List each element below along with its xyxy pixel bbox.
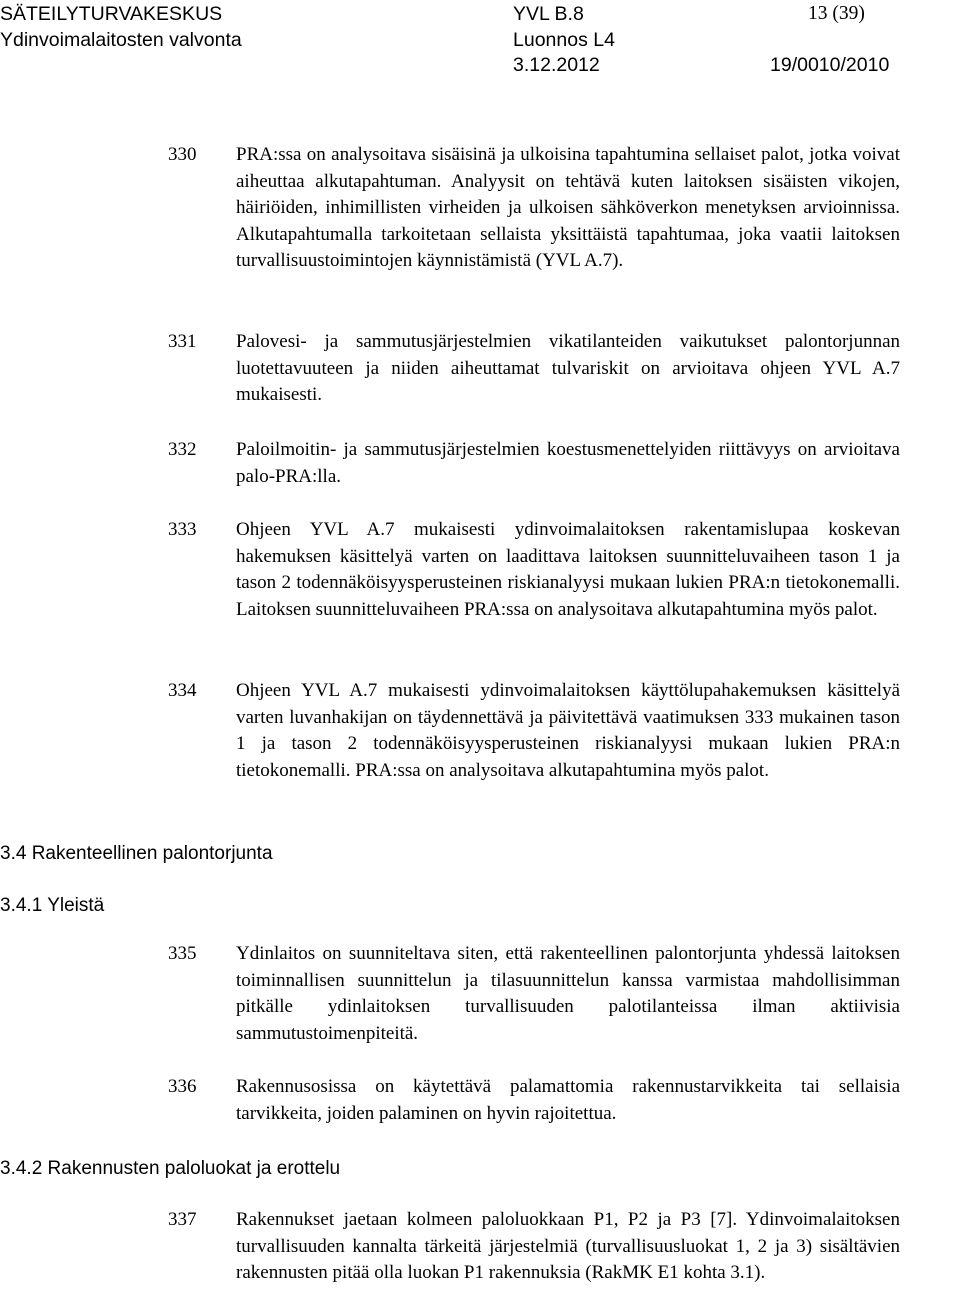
header-subtitle: Ydinvoimalaitosten valvonta xyxy=(0,29,242,51)
paragraph-number: 337 xyxy=(168,1209,197,1230)
paragraph-number: 330 xyxy=(168,144,197,165)
section-heading-3-4: 3.4 Rakenteellinen palontorjunta xyxy=(0,843,273,864)
paragraph-text: Ohjeen YVL A.7 mukaisesti ydinvoimalaitoksen käyttölupahakemuksen käsittelyä varten luvanhakijan on täydennettävä ja päivitettävä vaatimuksen 333 mukainen tason 1 ja tason 2 todennäköisyysperusteinen riskianalyysi mukaan lukien PRA:n tietokonemalli. PRA:ssa on analysoitava alkutapahtumina myös palot. xyxy=(236,680,900,781)
paragraph-text: Palovesi- ja sammutusjärjestelmien vikatilanteiden vaikutukset palontorjunnan luotettavuuteen ja niiden aiheuttamat tulvariskit on arvioitava ohjeen YVL A.7 mukaisesti. xyxy=(236,331,900,405)
paragraph-number: 336 xyxy=(168,1076,197,1097)
header-reference: 19/0010/2010 xyxy=(770,54,890,76)
paragraph-number: 332 xyxy=(168,439,197,460)
paragraph-text: Ydinlaitos on suunniteltava siten, että rakenteellinen palontorjunta yhdessä laitoksen toiminnallisen suunnittelun ja tilasuunnittelun kanssa varmistaa mahdollisimman pitkälle ydinlaitoksen turvallisuuden palotilanteissa ilman aktiivisia sammutustoimenpiteitä. xyxy=(236,943,900,1044)
section-heading-3-4-1: 3.4.1 Yleistä xyxy=(0,895,105,916)
paragraph-333 xyxy=(168,517,900,623)
header-draft: Luonnos L4 xyxy=(513,29,615,51)
paragraph-335 xyxy=(168,941,900,1047)
header-date: 3.12.2012 xyxy=(513,54,600,76)
paragraph-332 xyxy=(168,437,900,490)
paragraph-text: Rakennusosissa on käytettävä palamattomia rakennustarvikkeita tai sellaisia tarvikkeita, joiden palaminen on hyvin rajoitettua. xyxy=(236,1076,900,1124)
header-guide: YVL B.8 xyxy=(513,3,584,25)
paragraph-text: Rakennukset jaetaan kolmeen paloluokkaan P1, P2 ja P3 [7]. Ydinvoimalaitoksen turvallisuuden kannalta tärkeitä järjestelmiä (turvallisuusluokat 1, 2 ja 3) sisältävien rakennusten pitää olla luokan P1 rakennuksia (RakMK E1 kohta 3.1). xyxy=(236,1209,900,1283)
paragraph-337 xyxy=(168,1207,900,1287)
paragraph-number: 335 xyxy=(168,943,197,964)
header-org: SÄTEILYTURVAKESKUS xyxy=(0,3,223,25)
paragraph-330 xyxy=(168,142,900,275)
paragraph-text: Paloilmoitin- ja sammutusjärjestelmien koestusmenettelyiden riittävyys on arvioitava palo-PRA:lla. xyxy=(236,439,900,487)
section-heading-3-4-2: 3.4.2 Rakennusten paloluokat ja erottelu xyxy=(0,1158,341,1179)
paragraph-336 xyxy=(168,1074,900,1127)
paragraph-text: PRA:ssa on analysoitava sisäisinä ja ulkoisina tapahtumina sellaiset palot, jotka voivat aiheuttaa alkutapahtuman. Analyysit on tehtävä kuten laitoksen sisäisten vikojen, häiriöiden, inhimillisten virheiden ja ulkoisen sähköverkon menetyksen arvioinnissa. Alkutapahtumalla tarkoitetaan sellaista yksittäistä tapahtumaa, joka vaatii laitoksen turvallisuustoimintojen käynnistämistä (YVL A.7). xyxy=(236,144,900,271)
header-page-number: 13 (39) xyxy=(808,3,865,24)
paragraph-number: 334 xyxy=(168,680,197,701)
paragraph-331 xyxy=(168,329,900,409)
paragraph-text: Ohjeen YVL A.7 mukaisesti ydinvoimalaitoksen rakentamislupaa koskevan hakemuksen käsittelyä varten on laadittava laitoksen suunnitteluvaiheen tason 1 ja tason 2 todennäköisyysperusteinen riskianalyysi mukaan lukien PRA:n tietokonemalli. Laitoksen suunnitteluvaiheen PRA:ssa on analysoitava alkutapahtumina myös palot. xyxy=(236,519,900,620)
paragraph-number: 331 xyxy=(168,331,197,352)
paragraph-334 xyxy=(168,678,900,784)
paragraph-number: 333 xyxy=(168,519,197,540)
